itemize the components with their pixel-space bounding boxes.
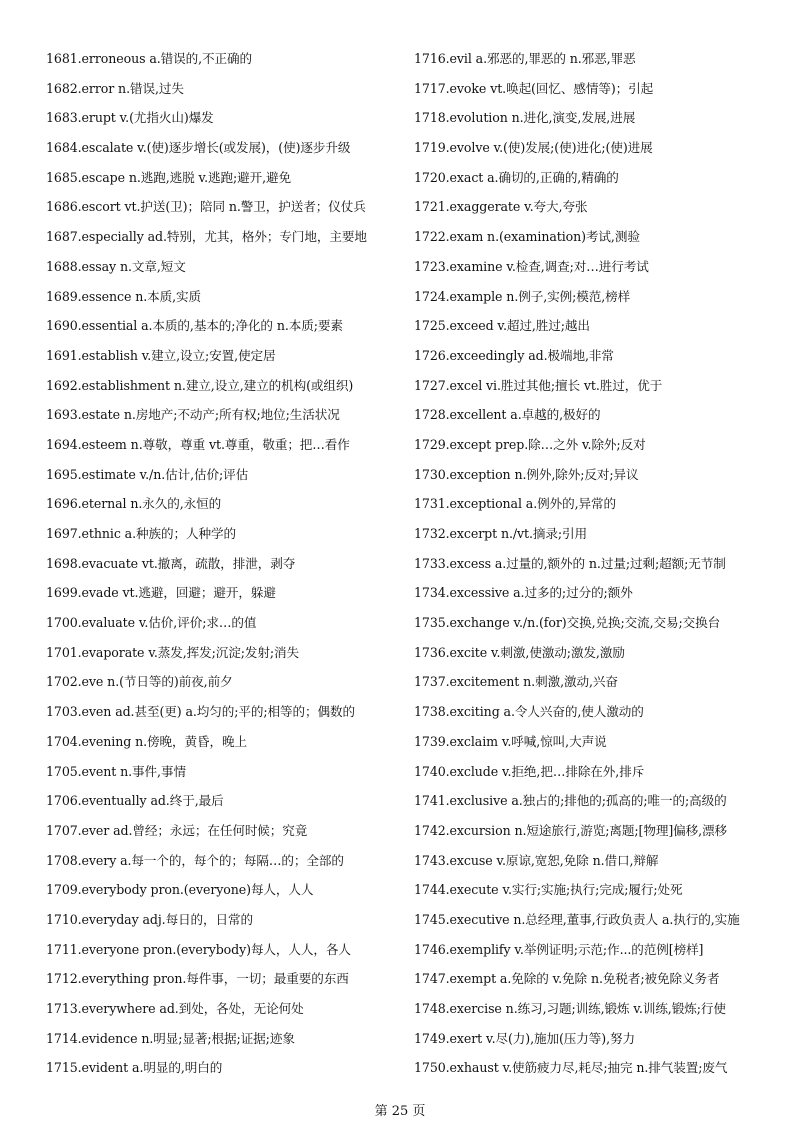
vocab-entry: 1691.establish v.建立,设立;安置,使定居: [46, 347, 276, 363]
vocab-entry: 1693.estate n.房地产;不动产;所有权;地位;生活状况: [46, 407, 340, 423]
vocab-entry: 1695.estimate v./n.估计,估价;评估: [46, 466, 249, 482]
vocab-entry: 1741.exclusive a.独占的;排他的;孤高的;唯一的;高级的: [414, 793, 727, 809]
vocab-entry: 1724.example n.例子,实例;模范,榜样: [414, 288, 631, 304]
vocab-entry: 1727.excel vi.胜过其他;擅长 vt.胜过，优于: [414, 377, 663, 393]
vocab-entry: 1742.excursion n.短途旅行,游览;离题;[物理]偏移,漂移: [414, 822, 728, 838]
vocab-entry: 1684.escalate v.(使)逐步增长(或发展)，(使)逐步升级: [46, 140, 351, 156]
vocab-entry: 1692.establishment n.建立,设立,建立的机构(或组织): [46, 377, 354, 393]
vocab-entry: 1722.exam n.(examination)考试,测验: [414, 229, 640, 245]
vocab-entry: 1747.exempt a.免除的 v.免除 n.免税者;被免除义务者: [414, 971, 720, 987]
vocab-entry: 1728.excellent a.卓越的,极好的: [414, 407, 601, 423]
vocab-entry: 1701.evaporate v.蒸发,挥发;沉淀;发射;消失: [46, 644, 300, 660]
vocab-entry: 1690.essential a.本质的,基本的;净化的 n.本质;要素: [46, 318, 343, 334]
vocab-entry: 1723.examine v.检查,调查;对…进行考试: [414, 258, 649, 274]
vocab-entry: 1730.exception n.例外,除外;反对;异议: [414, 466, 639, 482]
vocab-entry: 1739.exclaim v.呼喊,惊叫,大声说: [414, 733, 607, 749]
vocab-entry: 1707.ever ad.曾经；永远；在任何时候；究竟: [46, 822, 308, 838]
vocab-entry: 1721.exaggerate v.夸大,夸张: [414, 199, 588, 215]
vocab-entry: 1689.essence n.本质,实质: [46, 288, 201, 304]
vocab-entry: 1748.exercise n.练习,习题;训练,锻炼 v.训练,锻炼;行使: [414, 1001, 726, 1016]
vocab-entry: 1734.excessive a.过多的;过分的;额外: [414, 585, 633, 601]
vocab-entry: 1709.everybody pron.(everyone)每人，人人: [46, 882, 314, 898]
vocab-entry: 1729.except prep.除…之外 v.除外;反对: [414, 436, 646, 452]
vocab-entry: 1743.excuse v.原谅,宽恕,免除 n.借口,辩解: [414, 852, 659, 868]
vocab-entry: 1744.execute v.实行;实施;执行;完成;履行;处死: [414, 882, 683, 898]
vocab-entry: 1737.excitement n.刺激,激动,兴奋: [414, 674, 618, 690]
vocab-entry: 1720.exact a.确切的,正确的,精确的: [414, 169, 619, 185]
vocab-entry: 1706.eventually ad.终于,最后: [46, 793, 224, 809]
vocab-entry: 1705.event n.事件,事情: [46, 763, 186, 779]
vocab-entry: 1699.evade vt.逃避，回避；避开，躲避: [46, 585, 276, 601]
vocab-entry: 1745.executive n.总经理,董事,行政负责人 a.执行的,实施: [414, 911, 740, 927]
vocab-entry: 1681.erroneous a.错误的,不正确的: [46, 51, 253, 66]
left-column: [46, 44, 408, 1083]
vocab-entry: 1719.evolve v.(使)发展;(使)进化;(使)进展: [414, 140, 653, 156]
vocab-entry: 1732.excerpt n./vt.摘录;引用: [414, 526, 588, 541]
vocab-entry: 1718.evolution n.进化,演变,发展,进展: [414, 110, 636, 126]
vocab-entry: 1687.especially ad.特别，尤其，格外；专门地，主要地: [46, 229, 367, 245]
vocab-entry: 1738.exciting a.令人兴奋的,使人激动的: [414, 704, 644, 720]
vocab-entry: 1696.eternal n.永久的,永恒的: [46, 496, 222, 512]
vocab-entry: 1714.evidence n.明显;显著;根据;证据;迹象: [46, 1030, 295, 1046]
vocab-entry: 1710.everyday adj.每日的，日常的: [46, 911, 254, 927]
vocab-entry: 1746.exemplify v.举例证明;示范;作...的范例[榜样]: [414, 941, 704, 957]
vocab-entry: 1688.essay n.文章,短文: [46, 258, 186, 274]
vocab-entry: 1682.error n.错误,过失: [46, 80, 184, 96]
right-column: [414, 44, 758, 1083]
vocab-entry: 1697.ethnic a.种族的；人种学的: [46, 526, 236, 541]
vocab-entry: 1725.exceed v.超过,胜过;越出: [414, 318, 590, 334]
vocab-entry: 1731.exceptional a.例外的,异常的: [414, 496, 616, 512]
vocab-entry: 1740.exclude v.拒绝,把…排除在外,排斥: [414, 763, 645, 779]
vocab-entry: 1726.exceedingly ad.极端地,非常: [414, 347, 614, 363]
vocab-entry: 1749.exert v.尽(力),施加(压力等),努力: [414, 1030, 635, 1046]
vocab-entry: 1715.evident a.明显的,明白的: [46, 1060, 223, 1076]
vocab-entry: 1700.evaluate v.估价,评价;求…的值: [46, 615, 257, 631]
vocab-entry: 1685.escape n.逃跑,逃脱 v.逃跑;避开,避免: [46, 169, 291, 185]
vocab-entry: 1713.everywhere ad.到处，各处，无论何处: [46, 1001, 304, 1016]
vocab-entry: 1683.erupt v.(尤指火山)爆发: [46, 110, 214, 126]
page-number: 第 25 页: [374, 1104, 426, 1119]
vocab-entry: 1750.exhaust v.使筋疲力尽,耗尽;抽完 n.排气装置;废气: [414, 1060, 728, 1076]
vocab-entry: 1711.everyone pron.(everybody)每人，人人，各人: [46, 941, 351, 957]
vocab-entry: 1702.eve n.(节日等的)前夜,前夕: [46, 674, 233, 690]
vocab-entry: 1736.excite v.刺激,使激动;激发,激励: [414, 644, 625, 660]
vocab-entry: 1733.excess a.过量的,额外的 n.过量;过剩;超额;无节制: [414, 555, 726, 571]
vocab-entry: 1708.every a.每一个的，每个的；每隔…的；全部的: [46, 852, 344, 868]
vocab-entry: 1712.everything pron.每件事，一切；最重要的东西: [46, 971, 349, 987]
vocab-entry: 1735.exchange v./n.(for)交换,兑换;交流,交易;交换台: [414, 615, 721, 631]
vocab-entry: 1704.evening n.傍晚，黄昏，晚上: [46, 733, 247, 749]
vocab-entry: 1694.esteem n.尊敬，尊重 vt.尊重，敬重；把…看作: [46, 436, 350, 452]
vocab-entry: 1716.evil a.邪恶的,罪恶的 n.邪恶,罪恶: [414, 51, 636, 66]
vocab-entry: 1686.escort vt.护送(卫)；陪同 n.警卫，护送者；仪仗兵: [46, 199, 366, 215]
vocab-entry: 1717.evoke vt.唤起(回忆、感情等)；引起: [414, 80, 654, 96]
vocab-entry: 1703.even ad.甚至(更) a.均匀的;平的;相等的；偶数的: [46, 704, 355, 720]
vocab-entry: 1698.evacuate vt.撤离，疏散，排泄，剥夺: [46, 555, 296, 571]
